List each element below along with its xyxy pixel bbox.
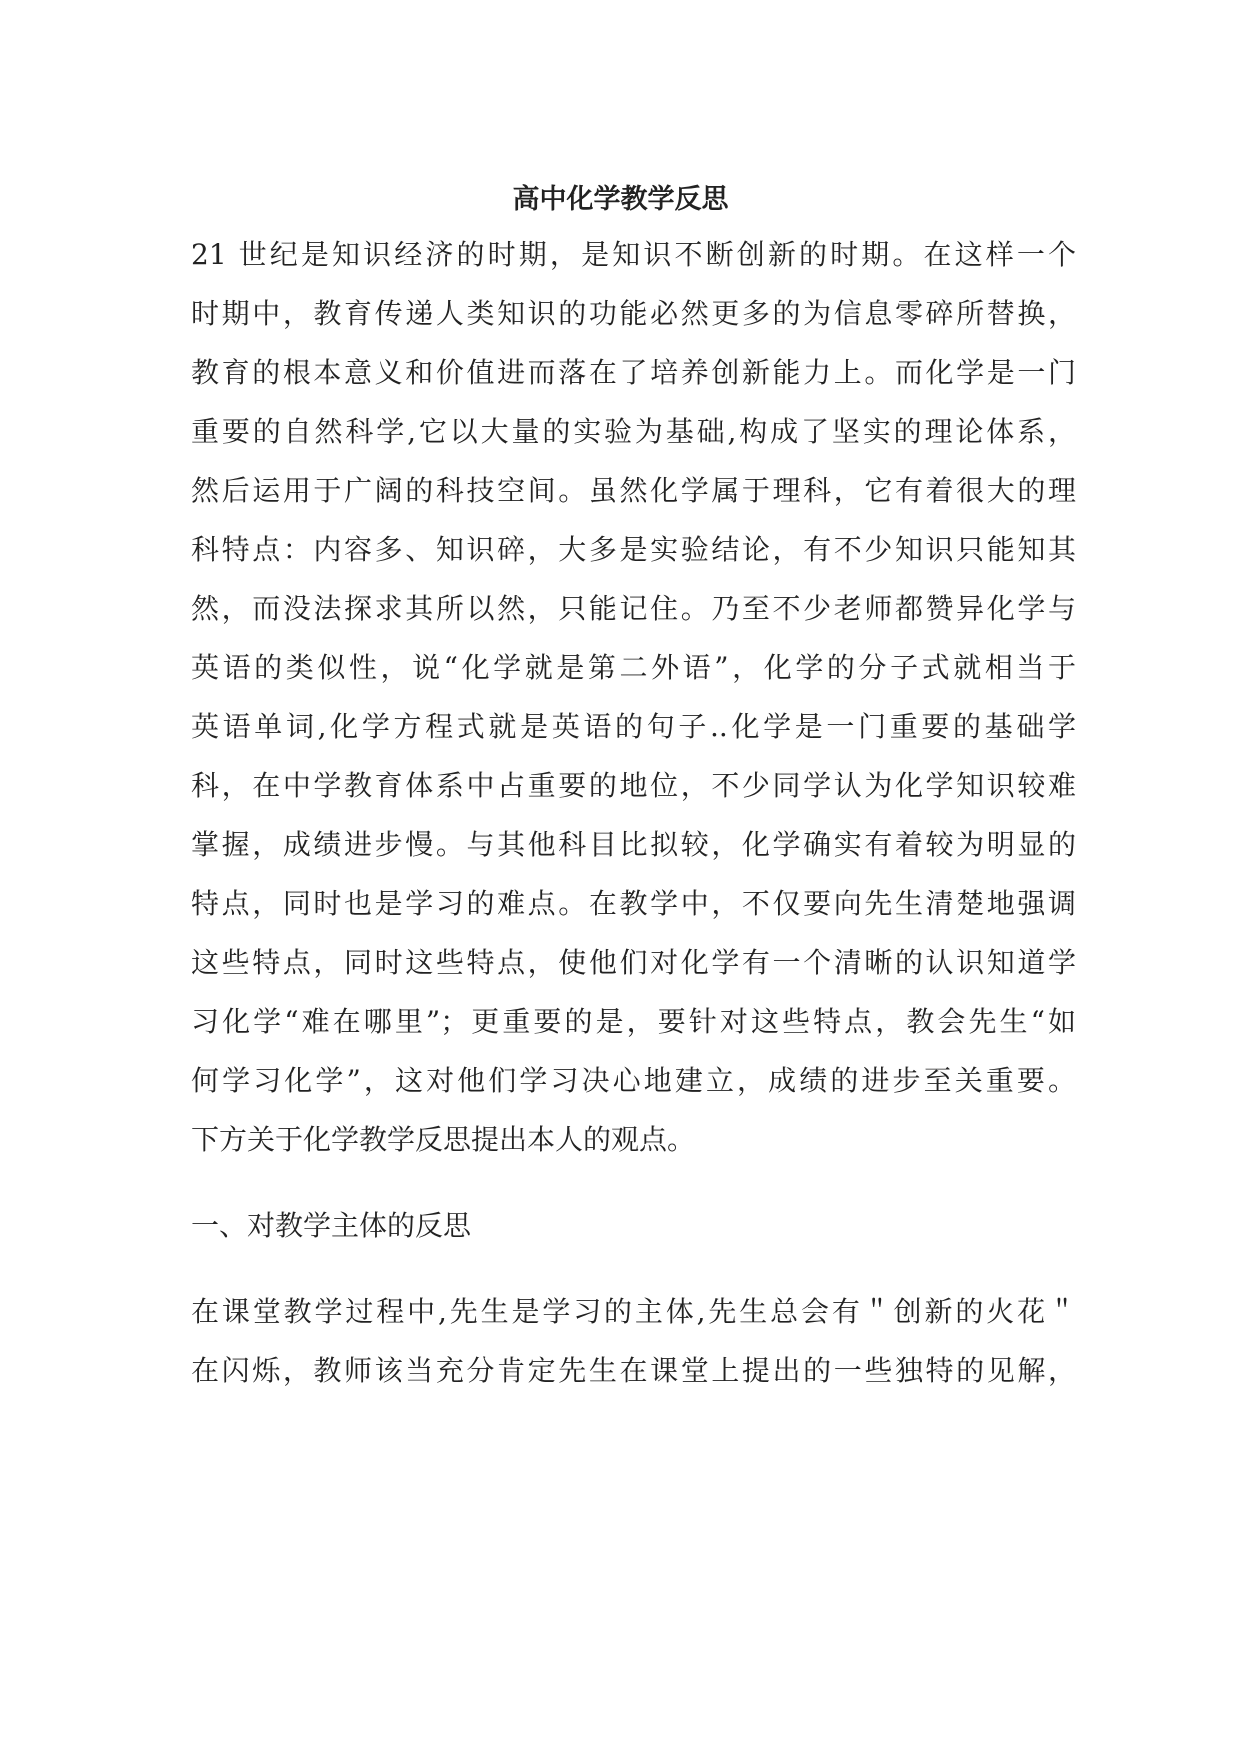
paragraph-line: 在闪烁，教师该当充分肯定先生在课堂上提出的一些独特的见解， xyxy=(191,1354,1076,1387)
paragraph-line: 英语的类似性，说“化学就是第二外语”，化学的分子式就相当于 xyxy=(191,651,1076,684)
document-title: 高中化学教学反思 xyxy=(512,184,729,215)
paragraph-line: 这些特点，同时这些特点，使他们对化学有一个清晰的认识知道学 xyxy=(191,946,1076,979)
paragraph-line: 英语单词,化学方程式就是英语的句子..化学是一门重要的基础学 xyxy=(191,710,1076,743)
paragraph-line: 时期中，教育传递人类知识的功能必然更多的为信息零碎所替换， xyxy=(191,297,1076,330)
paragraph-line: 在课堂教学过程中,先生是学习的主体,先生总会有＂创新的火花＂ xyxy=(191,1295,1076,1328)
paragraph-line: 何学习化学”，这对他们学习决心地建立，成绩的进步至关重要。 xyxy=(191,1064,1076,1097)
paragraph-line: 特点，同时也是学习的难点。在教学中，不仅要向先生清楚地强调 xyxy=(191,887,1076,920)
paragraph-line: 然，而没法探求其所以然，只能记住。乃至不少老师都赞异化学与 xyxy=(191,592,1076,625)
paragraph-line: 重要的自然科学,它以大量的实验为基础,构成了坚实的理论体系， xyxy=(191,415,1076,448)
paragraph-line: 科，在中学教育体系中占重要的地位，不少同学认为化学知识较难 xyxy=(191,769,1076,802)
paragraph-line: 然后运用于广阔的科技空间。虽然化学属于理科，它有着很大的理 xyxy=(191,474,1076,507)
paragraph-line: 科特点：内容多、知识碎，大多是实验结论，有不少知识只能知其 xyxy=(191,533,1076,566)
paragraph-line: 掌握，成绩进步慢。与其他科目比拟较，化学确实有着较为明显的 xyxy=(191,828,1076,861)
paragraph-line: 教育的根本意义和价值进而落在了培养创新能力上。而化学是一门 xyxy=(191,356,1076,389)
paragraph-line: 21 世纪是知识经济的时期，是知识不断创新的时期。在这样一个 xyxy=(191,238,1076,271)
section-heading: 一、对教学主体的反思 xyxy=(191,1209,472,1242)
paragraph-line: 习化学“难在哪里”；更重要的是，要针对这些特点，教会先生“如 xyxy=(191,1005,1076,1038)
paragraph-line-last: 下方关于化学教学反思提出本人的观点。 xyxy=(191,1123,696,1156)
